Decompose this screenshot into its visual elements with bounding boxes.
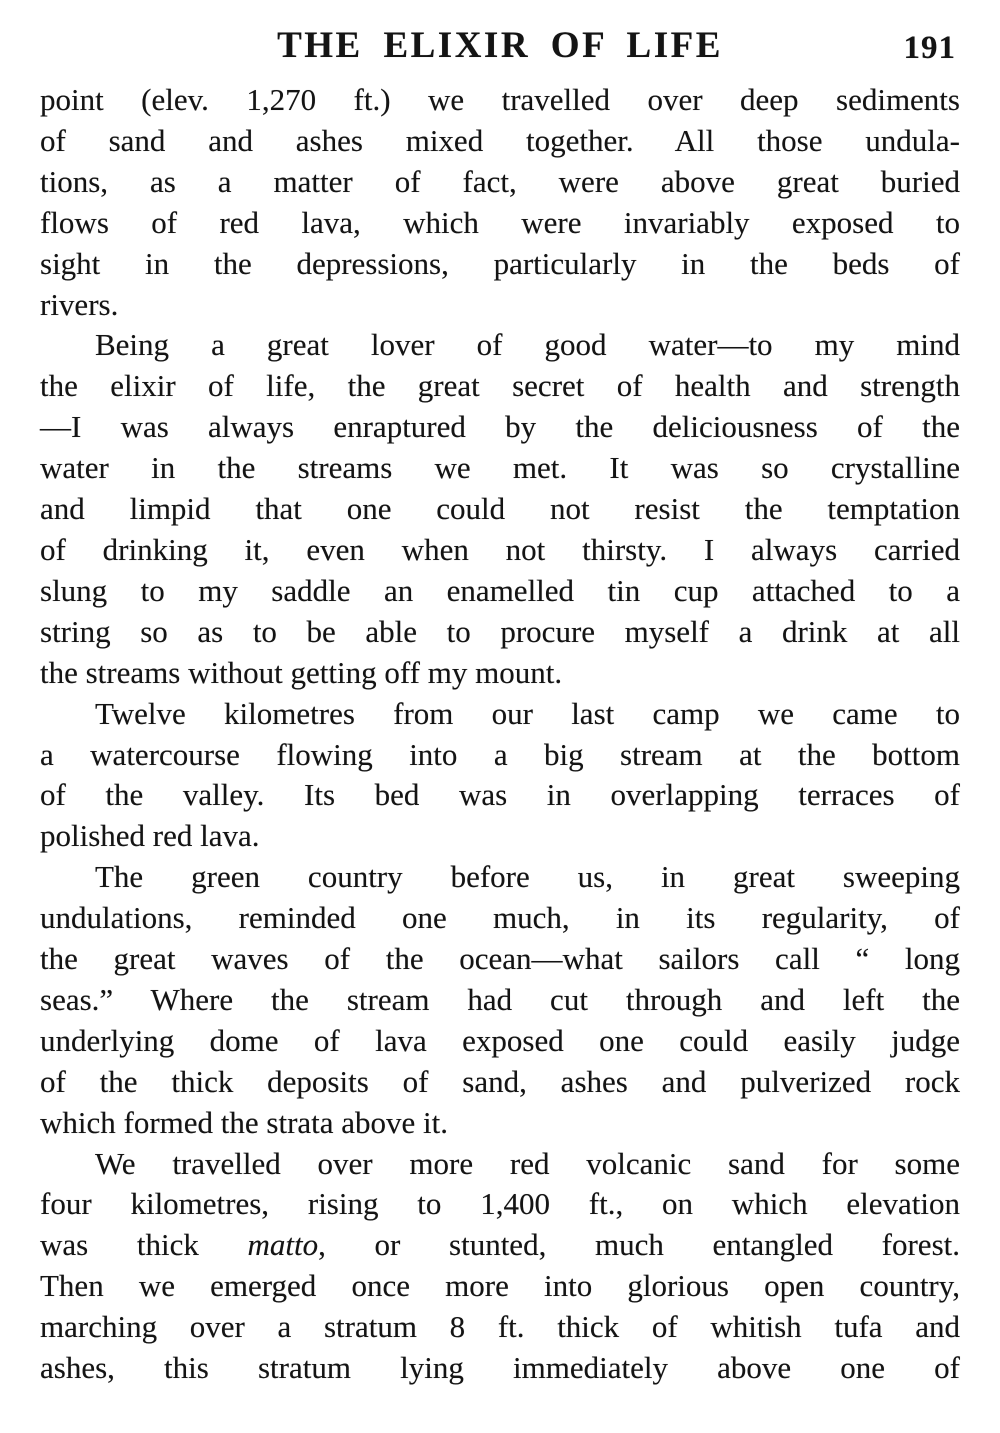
text-segment: was thick <box>40 1227 248 1263</box>
text-segment: and limpid that one could not resist the temptation <box>40 491 960 527</box>
text-segment: of drinking it, even when not thirsty. I always carried <box>40 531 960 567</box>
text-line <box>40 325 960 366</box>
text-line <box>40 775 960 816</box>
text-segment: the streams without getting off my mount. <box>40 654 563 690</box>
text-line <box>40 735 960 776</box>
text-line <box>40 162 960 203</box>
text-segment: water in the streams we met. It was so crystalline <box>40 450 960 486</box>
text-segment: slung to my saddle an enamelled tin cup attached to a <box>40 572 960 608</box>
text-segment: undulations, reminded one much, in its regularity, of <box>40 900 960 936</box>
text-segment: —I was always enraptured by the deliciousness of the <box>40 409 960 445</box>
text-segment: point (elev. 1,270 ft.) we travelled over deep sediments <box>40 82 960 117</box>
text-line <box>40 1103 960 1144</box>
text-line <box>40 203 960 244</box>
text-segment: a watercourse flowing into a big stream at the bottom <box>40 736 960 772</box>
text-segment: sight in the depressions, particularly in the beds of <box>40 245 960 281</box>
text-segment: We travelled over more red volcanic sand for some <box>95 1145 960 1181</box>
page-body <box>40 80 960 1389</box>
text-segment: The green country before us, in great sweeping <box>95 859 960 895</box>
text-line <box>40 898 960 939</box>
text-line <box>40 857 960 898</box>
text-line <box>40 121 960 162</box>
text-segment: of the valley. Its bed was in overlapping terraces of <box>40 777 960 813</box>
text-line <box>40 1307 960 1348</box>
text-line <box>40 448 960 489</box>
paragraph <box>40 1144 960 1389</box>
text-line <box>40 571 960 612</box>
text-segment: underlying dome of lava exposed one could easily judge <box>40 1022 960 1058</box>
text-segment: ashes, this stratum lying immediately above one of <box>40 1350 960 1386</box>
italic-text: matto <box>247 1227 319 1263</box>
text-segment: the great waves of the ocean—what sailors call “ long <box>40 941 960 977</box>
text-line <box>40 653 960 694</box>
paragraph <box>40 857 960 1143</box>
text-segment: of sand and ashes mixed together. All those undula- <box>40 122 960 158</box>
text-line <box>40 407 960 448</box>
text-line <box>40 816 960 857</box>
text-line <box>40 1144 960 1185</box>
text-line <box>40 939 960 980</box>
text-segment: of the thick deposits of sand, ashes and pulverized rock <box>40 1063 960 1099</box>
text-segment: the elixir of life, the great secret of health and strength <box>40 368 960 404</box>
paragraph <box>40 80 960 325</box>
text-line <box>40 285 960 326</box>
text-line <box>40 980 960 1021</box>
text-line <box>40 530 960 571</box>
text-segment: , or stunted, much entangled forest. <box>318 1227 960 1263</box>
text-line <box>40 489 960 530</box>
text-segment: seas.” Where the stream had cut through and left the <box>40 981 960 1017</box>
text-segment: flows of red lava, which were invariably exposed to <box>40 204 960 240</box>
text-segment: Then we emerged once more into glorious open country, <box>40 1268 960 1304</box>
running-title: THE ELIXIR OF LIFE <box>277 25 723 66</box>
text-segment: Being a great lover of good water—to my mind <box>95 327 960 363</box>
text-line <box>40 694 960 735</box>
paragraph <box>40 694 960 858</box>
paragraph <box>40 325 960 693</box>
text-line <box>40 1184 960 1225</box>
text-segment: four kilometres, rising to 1,400 ft., on which elevation <box>40 1186 960 1222</box>
text-line <box>40 1266 960 1307</box>
text-segment: which formed the strata above it. <box>40 1104 449 1140</box>
text-line <box>40 80 960 121</box>
page-header <box>0 25 1000 67</box>
text-line <box>40 1348 960 1389</box>
text-line <box>40 612 960 653</box>
text-line <box>40 1225 960 1266</box>
text-line <box>40 244 960 285</box>
text-segment: tions, as a matter of fact, were above great buried <box>40 163 960 199</box>
text-line <box>40 366 960 407</box>
text-segment: polished red lava. <box>40 818 260 854</box>
text-segment: string so as to be able to procure myself a drink at all <box>40 613 960 649</box>
page-number: 191 <box>903 30 956 66</box>
text-segment: rivers. <box>40 286 119 322</box>
text-line <box>40 1062 960 1103</box>
text-segment: Twelve kilometres from our last camp we came to <box>95 695 960 731</box>
text-segment: marching over a stratum 8 ft. thick of whitish tufa and <box>40 1309 960 1345</box>
text-line <box>40 1021 960 1062</box>
